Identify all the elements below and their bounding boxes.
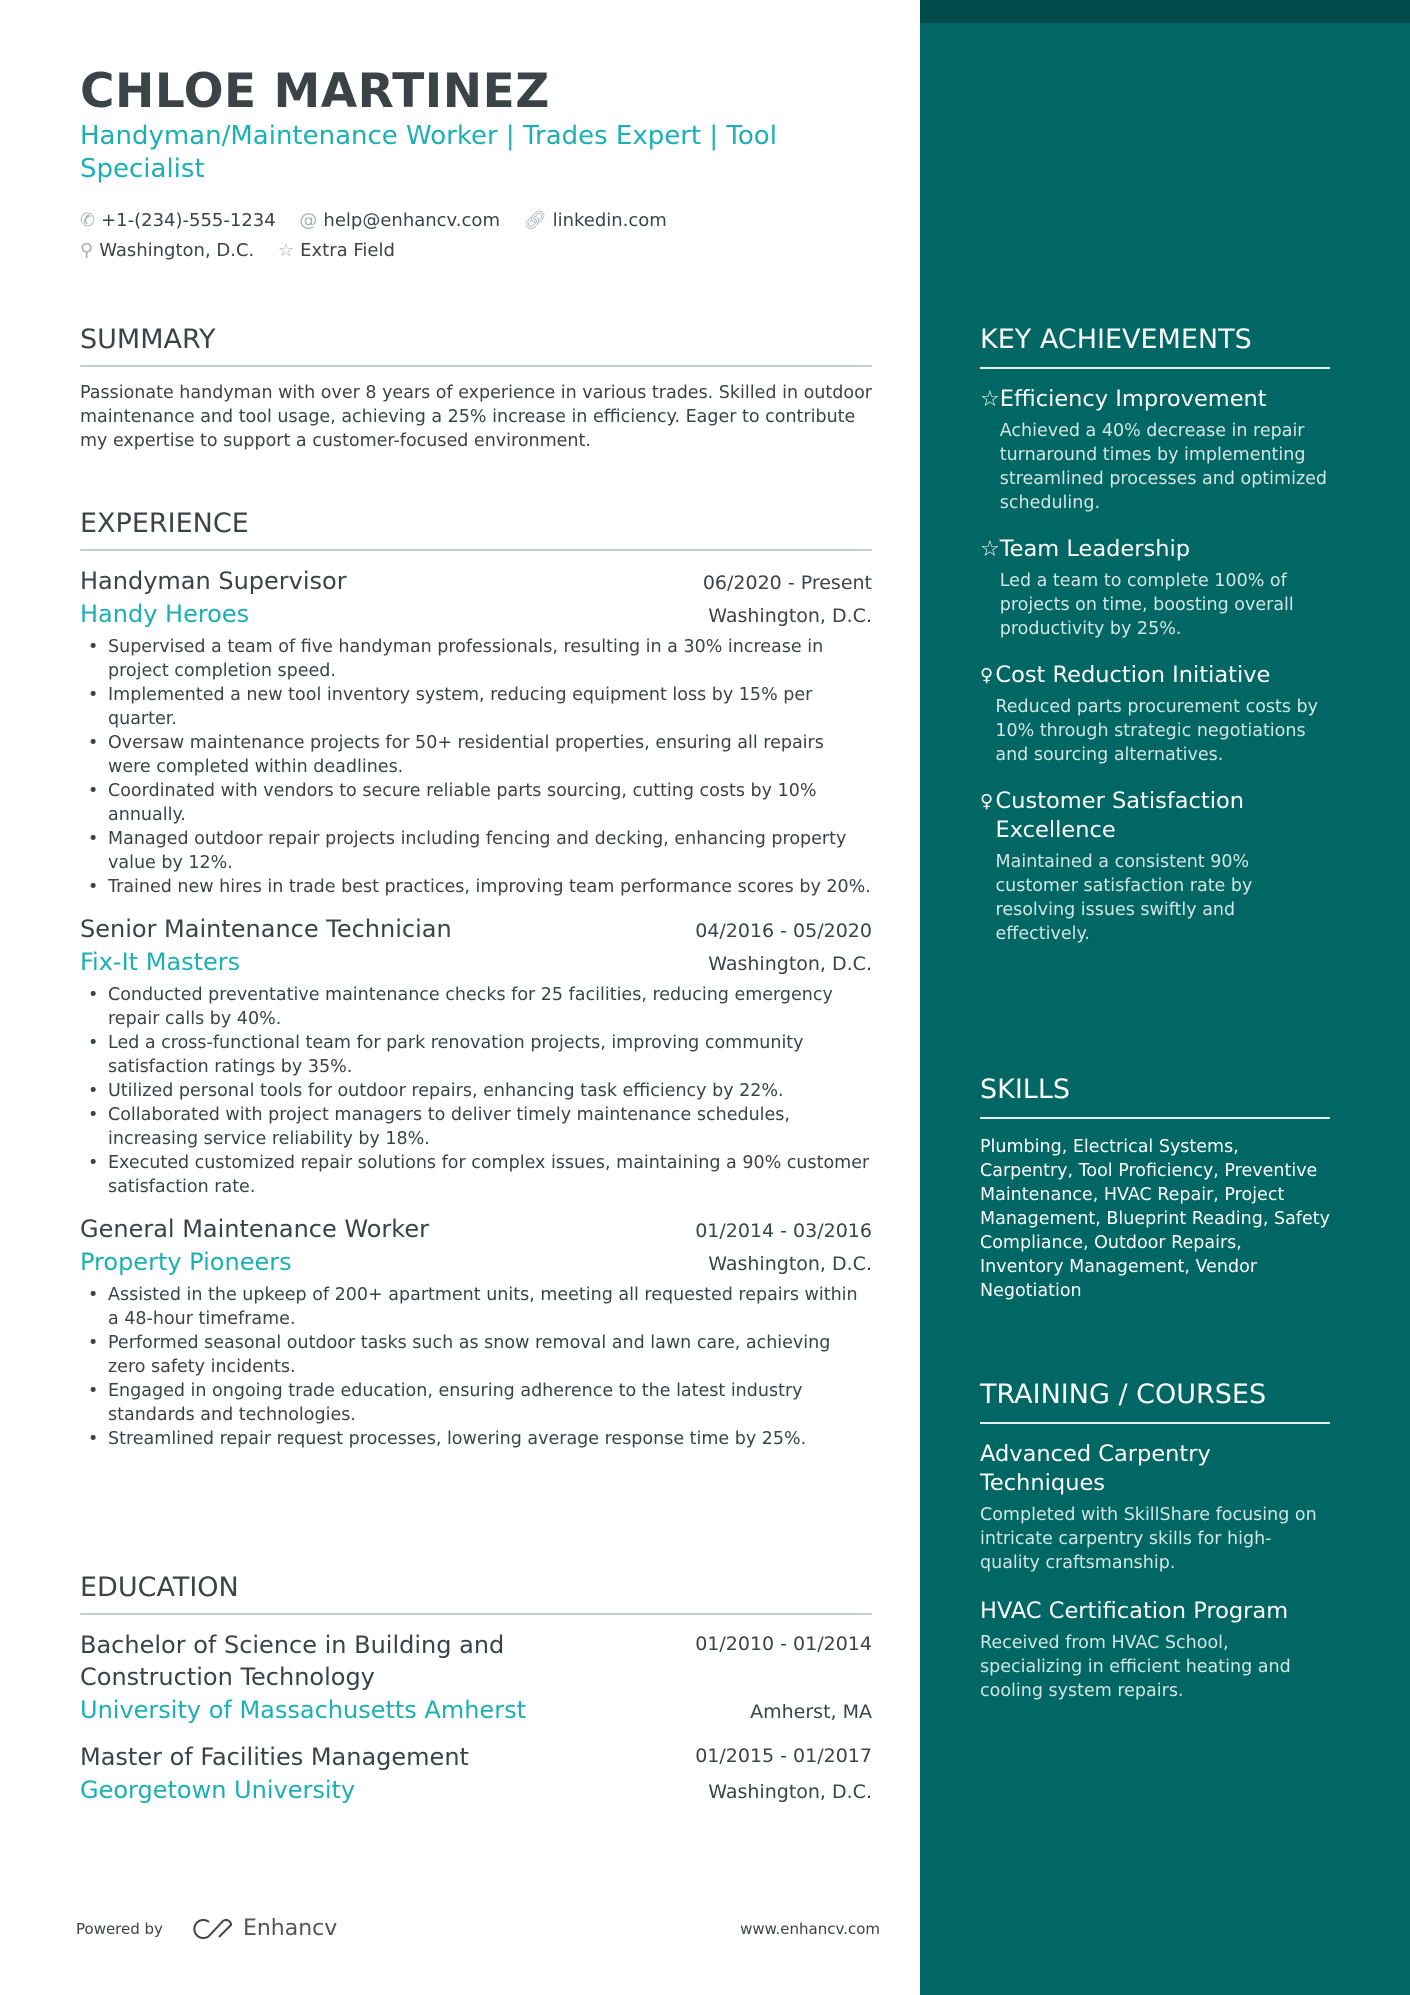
bullet-item: • Utilized personal tools for outdoor repairs, enhancing task efficiency by 22%.: [80, 1079, 872, 1103]
achievement-content: [996, 787, 1330, 946]
candidate-name: CHLOE MARTINEZ: [80, 64, 550, 119]
bullet-item: • Executed customized repair solutions for complex issues, maintaining a 90% customer satisfaction rate.: [80, 1151, 872, 1199]
school-row: [80, 1773, 872, 1807]
section-heading: KEY ACHIEVEMENTS: [980, 324, 1330, 369]
phone-icon: ✆: [80, 210, 96, 231]
job-dates: 06/2020 - Present: [702, 572, 872, 594]
achievement-item: [980, 535, 1330, 641]
job-title: General Maintenance Worker: [80, 1215, 429, 1243]
achievements-section: [980, 324, 1330, 966]
location: Washington, D.C.: [99, 240, 255, 261]
summary-text: Passionate handyman with over 8 years of experience in various trades. Skilled in outdoor maintenance and tool usage, achieving a 25% increase in efficiency. Eager to contribute my expertise to support a customer-focused environment.: [80, 383, 872, 451]
achievement-text: Led a team to complete 100% of projects on time, boosting overall productivity by 25%.: [999, 571, 1294, 639]
job-header: [80, 913, 872, 945]
degree: Master of Facilities Management: [80, 1743, 469, 1771]
course-text: Completed with SkillShare focusing on intricate carpentry skills for high-quality craftsmanship.: [980, 1505, 1317, 1573]
skills-text: Plumbing, Electrical Systems, Carpentry, Tool Proficiency, Preventive Maintenance, HVAC Repair, Project Management, Blueprint Reading, Safety Compliance, Outdoor Repairs, Inventory Management, Vendor Negotiation: [980, 1137, 1330, 1301]
bullet-item: • Supervised a team of five handyman professionals, resulting in a 30% increase in project completion speed.: [80, 635, 872, 683]
bullet-item: • Performed seasonal outdoor tasks such as snow removal and lawn care, achieving zero safety incidents.: [80, 1331, 872, 1379]
achievement-item: [980, 385, 1330, 515]
job-entry: [80, 913, 872, 1199]
lightbulb-icon: ♀: [980, 791, 994, 812]
course-title: HVAC Certification Program: [980, 1598, 1289, 1624]
company-row: [80, 945, 872, 979]
bullet-item: • Engaged in ongoing trade education, ensuring adherence to the latest industry standards and technologies.: [80, 1379, 872, 1427]
achievement-title: Efficiency Improvement: [999, 386, 1267, 412]
lightbulb-icon: ♀: [980, 665, 994, 686]
education-dates: 01/2010 - 01/2014: [695, 1633, 872, 1655]
job-location: Washington, D.C.: [708, 953, 872, 975]
school-name: Georgetown University: [80, 1776, 356, 1804]
achievement-content: [1000, 385, 1330, 515]
at-icon: @: [299, 210, 318, 231]
school-location: Amherst, MA: [750, 1701, 872, 1723]
bullet-item: • Implemented a new tool inventory system, reducing equipment loss by 15% per quarter.: [80, 683, 872, 731]
bullet-item: • Oversaw maintenance projects for 50+ residential properties, ensuring all repairs were completed within deadlines.: [80, 731, 872, 779]
achievement-text: Maintained a consistent 90% customer satisfaction rate by resolving issues swiftly and effectively.: [995, 852, 1253, 944]
degree-row: [80, 1629, 872, 1693]
bullet-list: [80, 983, 872, 1199]
course-text: Received from HVAC School, specializing in efficient heating and cooling system repairs.: [980, 1633, 1291, 1701]
enhancv-logo-icon: [189, 1917, 235, 1941]
company-row: [80, 1245, 872, 1279]
education-section: [80, 1572, 872, 1821]
achievement-text: Reduced parts procurement costs by 10% through strategic negotiations and sourcing alternatives.: [995, 697, 1319, 765]
job-entry: [80, 565, 872, 899]
bullet-item: • Collaborated with project managers to deliver timely maintenance schedules, increasing service reliability by 18%.: [80, 1103, 872, 1151]
education-dates: 01/2015 - 01/2017: [695, 1745, 872, 1767]
location-pin-icon: ⚲: [80, 240, 94, 261]
section-heading: SUMMARY: [80, 324, 872, 367]
linkedin[interactable]: linkedin.com: [552, 210, 667, 231]
job-header: [80, 1213, 872, 1245]
experience-section: [80, 508, 872, 1465]
bullet-item: • Led a cross-functional team for park renovation projects, improving community satisfaction ratings by 35%.: [80, 1031, 872, 1079]
achievement-item: [980, 787, 1330, 946]
extra-field: Extra Field: [300, 240, 395, 261]
course-title: Advanced Carpentry Techniques: [980, 1441, 1211, 1496]
achievement-title: Cost Reduction Initiative: [995, 662, 1271, 688]
summary-section: [80, 324, 872, 453]
star-icon: ☆: [278, 240, 295, 261]
degree: Bachelor of Science in Building and Construction Technology: [80, 1631, 505, 1691]
achievement-title: Customer Satisfaction Excellence: [995, 788, 1245, 843]
job-header: [80, 565, 872, 597]
candidate-title: Handyman/Maintenance Worker | Trades Expert | Tool Specialist: [80, 121, 777, 184]
school-name: University of Massachusetts Amherst: [80, 1696, 526, 1724]
bullet-list: [80, 635, 872, 899]
bullet-item: • Trained new hires in trade best practices, improving team performance scores by 20%.: [80, 875, 872, 899]
company-name: Fix-It Masters: [80, 948, 241, 976]
education-entry: [80, 1629, 872, 1727]
section-heading: SKILLS: [980, 1074, 1330, 1119]
company-name: Handy Heroes: [80, 600, 250, 628]
enhancv-logo[interactable]: Enhancv: [189, 1916, 337, 1941]
school-row: [80, 1693, 872, 1727]
sidebar: [920, 0, 1410, 1995]
section-heading: EXPERIENCE: [80, 508, 872, 551]
bullet-item: • Managed outdoor repair projects including fencing and decking, enhancing property value by 12%.: [80, 827, 872, 875]
achievement-item: [980, 661, 1330, 767]
achievement-title: Team Leadership: [999, 536, 1191, 562]
bullet-item: • Streamlined repair request processes, lowering average response time by 25%.: [80, 1427, 872, 1451]
job-title: Handyman Supervisor: [80, 567, 347, 595]
phone: +1-(234)-555-1234: [101, 210, 276, 231]
achievement-text: Achieved a 40% decrease in repair turnaround times by implementing streamlined processes and optimized scheduling.: [999, 421, 1328, 513]
bullet-list: [80, 1283, 872, 1451]
bullet-item: • Coordinated with vendors to secure reliable parts sourcing, cutting costs by 10% annually.: [80, 779, 872, 827]
powered-by: Powered by: [76, 1919, 163, 1938]
section-heading: TRAINING / COURSES: [980, 1379, 1330, 1424]
star-icon: ☆: [980, 537, 1000, 562]
footer-url[interactable]: www.enhancv.com: [740, 1919, 880, 1938]
training-section: [980, 1379, 1330, 1725]
job-title: Senior Maintenance Technician: [80, 915, 452, 943]
contact-info: [80, 206, 685, 266]
star-icon: ☆: [980, 387, 1000, 412]
skills-section: [980, 1074, 1330, 1303]
achievement-content: [995, 661, 1330, 767]
job-entry: [80, 1213, 872, 1451]
degree-row: [80, 1741, 872, 1773]
job-dates: 04/2016 - 05/2020: [695, 920, 872, 942]
school-location: Washington, D.C.: [708, 1781, 872, 1803]
bullet-item: • Conducted preventative maintenance checks for 25 facilities, reducing emergency repair calls by 40%.: [80, 983, 872, 1031]
link-icon: 🔗︎: [523, 210, 547, 231]
company-name: Property Pioneers: [80, 1248, 292, 1276]
section-heading: EDUCATION: [80, 1572, 872, 1615]
footer: [76, 1916, 880, 1941]
job-dates: 01/2014 - 03/2016: [695, 1220, 872, 1242]
email[interactable]: help@enhancv.com: [323, 210, 500, 231]
job-location: Washington, D.C.: [708, 1253, 872, 1275]
bullet-item: • Assisted in the upkeep of 200+ apartment units, meeting all requested repairs within a 48-hour timeframe.: [80, 1283, 872, 1331]
education-entry: [80, 1741, 872, 1807]
company-row: [80, 597, 872, 631]
job-location: Washington, D.C.: [708, 605, 872, 627]
top-band: [920, 0, 1410, 23]
achievement-content: [1000, 535, 1330, 641]
